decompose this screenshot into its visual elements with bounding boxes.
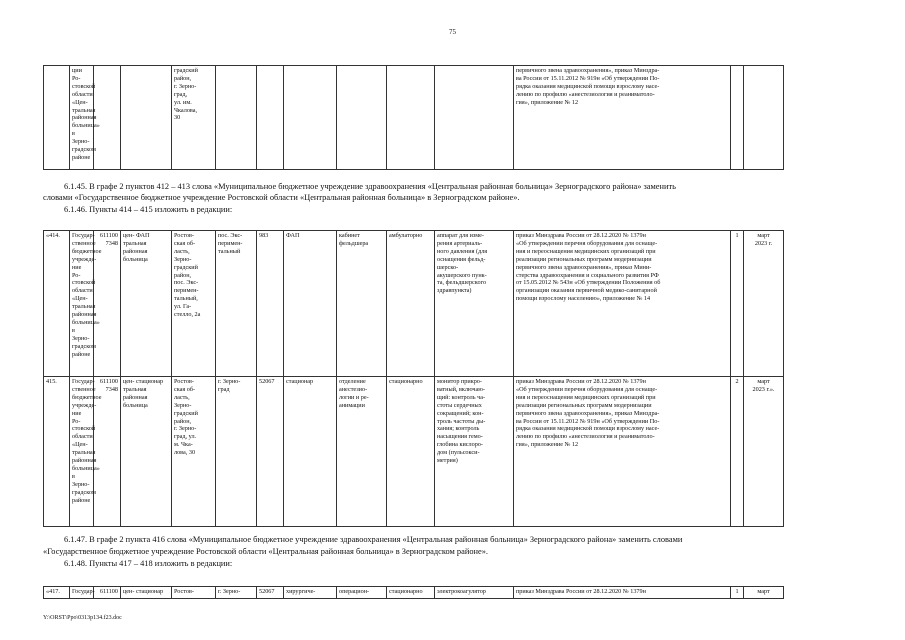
- paragraph-6-1-48: 6.1.48. Пункты 417 – 418 изложить в редакции:: [64, 559, 233, 568]
- table-cell: [94, 66, 121, 170]
- table-cell: [284, 66, 337, 170]
- table-row: [44, 587, 784, 599]
- table-cell: 1: [731, 587, 744, 599]
- table-cell: 2: [731, 377, 744, 527]
- table-cell: Государ- ственное бюджетное учрежде- ние Ро- стовской области «Цен- тральная районная больница» в Зерно- градском районе: [70, 231, 94, 377]
- table-cell: [44, 66, 70, 170]
- table-cell: стационар: [284, 377, 337, 527]
- table-cell: градский район, г. Зерно- град, ул. им. Чкалова, 30: [172, 66, 216, 170]
- table-cell: март 2023 г.».: [744, 377, 784, 527]
- table-cell: цен- стационар тральная районная больница: [121, 377, 172, 527]
- table-cell: 415.: [44, 377, 70, 527]
- table-cell: хирургиче-: [284, 587, 337, 599]
- table-cell: Государ- ственное бюджетное учрежде- ние Ро- стовской области «Цен- тральная районная больница» в Зерно- градском районе: [70, 377, 94, 527]
- table-row: [44, 66, 784, 170]
- table-cell: [731, 66, 744, 170]
- table-cell: г. Зерно- град: [216, 377, 257, 527]
- page-number: 75: [449, 28, 456, 36]
- paragraph-6-1-47-line1: 6.1.47. В графе 2 пункта 416 слова «Муниципальное бюджетное учреждение здравоохранения «Центральная районная больница» Зерноградского района» заменить словами: [64, 535, 683, 544]
- table-cell: март 2023 г.: [744, 231, 784, 377]
- table-cell: ФАП: [284, 231, 337, 377]
- table-cell: приказ Минздрава России от 28.12.2020 № 1379н «Об утверждении перечня оборудования для оснаще- ния и переоснащения медицинских организаций при реализации региональных программ модернизации первичного звена здравоохранения», приказ Мини- стерства здравоохранения и социального развития РФ от 15.05.2012 № 543н «Об утверждении Положения об организации оказания первичной медико-санитарной помощи взрослому населению», приложение № 14: [514, 231, 731, 377]
- table-cell: первичного звена здравоохранения», приказ Минздра- ва России от 15.11.2012 № 919н «Об утверждении По- рядка оказания медицинской помощи взрослому насе- лению по профилю «анестезиология и реаниматоло- гия», приложение № 12: [514, 66, 731, 170]
- table-cell: [744, 66, 784, 170]
- table-cell: Ростов-: [172, 587, 216, 599]
- table-cell: 611100: [94, 587, 121, 599]
- table-cell: Ростов- ская об- ласть, Зерно- градский район, пос. Экс- перимен- тальный, ул. Га- стелло, 2а: [172, 231, 216, 377]
- table-bottom: [43, 586, 784, 599]
- paragraph-6-1-45-line2: словами «Государственное бюджетное учреждение Ростовской области «Центральная районная больница» в Зерноградском районе».: [43, 193, 520, 202]
- footer-file-path: Y:\ORST\Ppo\0313p134.f23.doc: [43, 615, 122, 621]
- table-cell: ции Ро- стовской области «Цен- тральная районная больница» в Зерно- градском районе: [70, 66, 94, 170]
- table-cell: Государ-: [70, 587, 94, 599]
- table-cell: 611100 7348: [94, 231, 121, 377]
- table-cell: г. Зерно-: [216, 587, 257, 599]
- paragraph-6-1-45-line1: 6.1.45. В графе 2 пунктов 412 – 413 слова «Муниципальное бюджетное учреждение здравоохранения «Центральная районная больница» Зерноградского района» заменить: [64, 182, 676, 191]
- table-row: [44, 231, 784, 377]
- table-cell: 983: [257, 231, 284, 377]
- table-cell: электрокоагулятор: [435, 587, 514, 599]
- table-cell: 52067: [257, 587, 284, 599]
- table-cell: 52067: [257, 377, 284, 527]
- table-cell: [337, 66, 387, 170]
- table-cell: операцион-: [337, 587, 387, 599]
- table-cell: кабинет фельдшера: [337, 231, 387, 377]
- table-cell: пос. Экс- перимен- тальный: [216, 231, 257, 377]
- table-cell: «417.: [44, 587, 70, 599]
- table-cell: цен- ФАП тральная районная больница: [121, 231, 172, 377]
- table-cell: [121, 66, 172, 170]
- table-cell: приказ Минздрава России от 28.12.2020 № 1379н «Об утверждении перечня оборудования для оснаще- ния и переоснащения медицинских организаций при реализации региональных программ модернизации первичного звена здравоохранения», приказ Минздра- ва России от 15.11.2012 № 919н «Об утверждении По- рядка оказания медицинской помощи взрослому насе- лению по профилю «анестезиология и реаниматоло- гия», приложение № 12: [514, 377, 731, 527]
- table-cell: 611100 7348: [94, 377, 121, 527]
- table-cell: [257, 66, 284, 170]
- table-cell: Ростов- ская об- ласть, Зерно- градский район, г. Зерно- град, ул. м. Чка- лова, 30: [172, 377, 216, 527]
- table-cell: март: [744, 587, 784, 599]
- paragraph-6-1-47-line2: «Государственное бюджетное учреждение Ростовской области «Центральная районная больница» в Зерноградском районе».: [43, 547, 488, 556]
- table-cell: [387, 66, 435, 170]
- table-cell: отделение анестезио- логии и ре- анимации: [337, 377, 387, 527]
- table-cell: стационарно: [387, 377, 435, 527]
- table-cell: цен- стационар: [121, 587, 172, 599]
- table-cell: аппарат для изме- рения артериаль- ного давления (для оснащения фельд- шерско- акушерского пунк- та, фельдшерского здравпункта): [435, 231, 514, 377]
- table-row: [44, 377, 784, 527]
- table-cell: 1: [731, 231, 744, 377]
- table-cell: [216, 66, 257, 170]
- table-cell: приказ Минздрава России от 28.12.2020 № 1379н: [514, 587, 731, 599]
- table-cell: [435, 66, 514, 170]
- table-continued: [43, 65, 784, 170]
- table-cell: «414.: [44, 231, 70, 377]
- table-cell: амбулаторно: [387, 231, 435, 377]
- table-cell: стационарно: [387, 587, 435, 599]
- table-main: [43, 230, 784, 527]
- paragraph-6-1-46: 6.1.46. Пункты 414 – 415 изложить в редакции:: [64, 205, 233, 214]
- table-cell: монитор прикро- ватный, включаю- щий: контроль ча- стоты сердечных сокращений; кон- троль частоты ды- хания; контроль насыщения гемо- глобина кислоро- дом (пульсокси- метрия): [435, 377, 514, 527]
